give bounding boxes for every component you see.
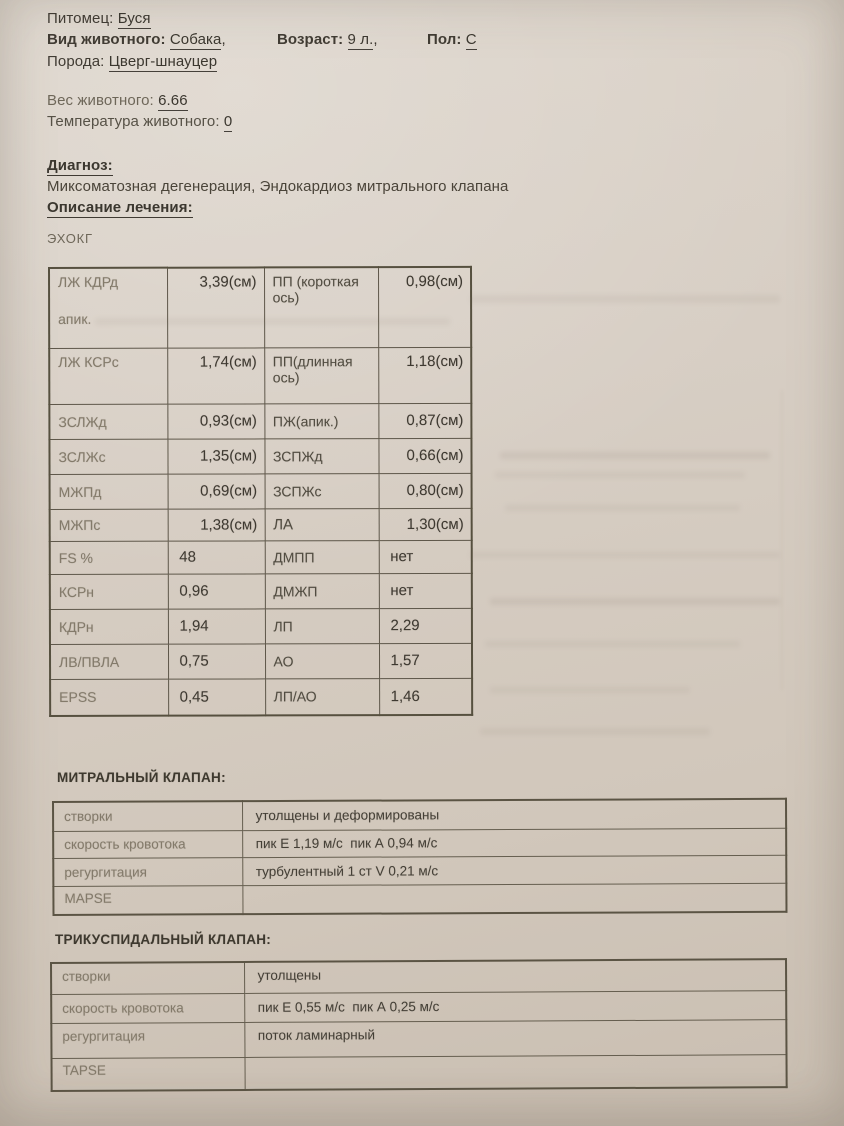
age-group	[277, 29, 378, 50]
value-cell: 1,38(см)	[168, 508, 265, 540]
echo-row	[50, 473, 472, 509]
param-cell: ДМЖП	[265, 573, 379, 608]
param-cell: FS %	[50, 541, 168, 574]
tricuspid-valve-table	[50, 958, 788, 1092]
valve-row	[53, 883, 786, 915]
patient-header	[47, 8, 747, 72]
diagnosis-block	[47, 155, 767, 218]
value-cell: 0,45	[168, 678, 265, 715]
echo-row	[50, 508, 472, 541]
tricuspid-valve-heading: ТРИКУСПИДАЛЬНЫЙ КЛАПАН:	[55, 932, 272, 947]
param-cell: МЖПд	[50, 474, 168, 509]
valve-param-cell: скорость кровотока	[51, 993, 244, 1023]
echo-title: ЭХОКГ	[47, 231, 93, 246]
echo-row	[49, 267, 471, 348]
value-cell: 3,39(см)	[167, 267, 264, 347]
valve-row	[51, 1019, 786, 1058]
value-cell: 1,35(см)	[167, 438, 264, 473]
param-cell: ЗСЛЖд	[49, 404, 167, 439]
species-age-sex-line	[47, 29, 747, 51]
sex-value: С	[465, 31, 477, 48]
valve-row	[53, 828, 786, 858]
sex-group	[427, 29, 477, 50]
value-cell: 0,87(см)	[378, 403, 471, 438]
valve-param-cell: регургитация	[51, 1022, 244, 1058]
bleed-through-artifact	[500, 452, 770, 459]
value-cell: 1,18(см)	[378, 347, 471, 403]
param-cell: EPSS	[50, 679, 168, 716]
value-cell: 1,74(см)	[167, 347, 264, 403]
species-group	[47, 29, 226, 50]
param-cell: МЖПс	[50, 509, 168, 541]
echo-row	[50, 678, 472, 716]
temperature-value: 0	[223, 113, 233, 130]
species-comma: ,	[221, 31, 226, 48]
bleed-through-artifact	[495, 472, 745, 478]
valve-param-cell: регургитация	[53, 857, 242, 886]
mitral-valve-table	[52, 798, 787, 916]
valve-row	[52, 1054, 787, 1091]
bleed-through-artifact	[480, 728, 710, 735]
valve-value-cell	[245, 1054, 787, 1090]
echo-row	[50, 573, 472, 609]
echo-row	[50, 643, 472, 679]
temperature-label: Температура животного:	[47, 113, 220, 130]
species-label: Вид животного:	[47, 31, 166, 48]
valve-value-cell	[242, 883, 786, 914]
age-value: 9 л.	[347, 31, 374, 48]
temperature-line	[47, 111, 232, 132]
age-comma: ,	[373, 31, 378, 48]
param-cell: ЛП	[265, 608, 379, 643]
param-cell: ПП (короткая ось)	[264, 267, 378, 347]
valve-param-cell: TAPSE	[52, 1057, 245, 1091]
species-value: Собака	[169, 31, 222, 48]
weight-label: Вес животного:	[47, 92, 154, 109]
weight-value: 6.66	[158, 92, 188, 109]
pet-label: Питомец:	[47, 10, 114, 27]
value-cell: 0,69(см)	[168, 473, 265, 508]
param-cell: КДРн	[50, 609, 168, 644]
param-cell: ЗСПЖд	[264, 438, 378, 473]
diagnosis-label: Диагноз:	[47, 157, 113, 174]
param-cell: ЛП/АО	[265, 678, 379, 715]
bleed-through-artifact	[781, 390, 783, 690]
breed-value: Цверг-шнауцер	[108, 53, 218, 70]
value-cell: 0,75	[168, 643, 265, 678]
value-cell: 0,93(см)	[167, 403, 264, 438]
echo-row	[50, 608, 472, 644]
valve-row	[53, 799, 786, 831]
echo-row	[49, 403, 471, 439]
value-cell: 1,30(см)	[379, 508, 472, 540]
value-cell: 0,98(см)	[378, 267, 471, 347]
param-cell: КСРн	[50, 574, 168, 609]
param-cell: ЛЖ КСРс	[49, 348, 167, 404]
param-cell: ЛА	[265, 508, 379, 540]
value-cell: нет	[379, 573, 472, 608]
valve-value-cell: пик Е 0,55 м/с пик А 0,25 м/с	[244, 990, 786, 1022]
param-cell: ЛВ/ПВЛА	[50, 644, 168, 679]
echo-row	[50, 540, 472, 574]
bleed-through-artifact	[490, 598, 780, 605]
echo-table	[48, 266, 473, 717]
param-cell: ПП(длинная ось)	[264, 347, 378, 403]
pet-line	[47, 8, 747, 29]
value-cell: нет	[379, 540, 472, 573]
bleed-through-artifact	[490, 687, 690, 693]
valve-param-cell: створки	[53, 801, 242, 831]
echo-row	[49, 438, 471, 474]
valve-param-cell: MAPSE	[53, 885, 242, 915]
valve-value-cell: пик Е 1,19 м/с пик А 0,94 м/с	[242, 828, 786, 857]
valve-row	[51, 990, 786, 1023]
valve-row	[53, 855, 786, 886]
value-cell: 1,46	[379, 678, 472, 715]
value-cell: 0,66(см)	[378, 438, 471, 473]
valve-param-cell: створки	[51, 962, 244, 994]
sex-label: Пол:	[427, 31, 462, 48]
bleed-through-artifact	[470, 295, 780, 303]
valve-value-cell: поток ламинарный	[244, 1019, 786, 1057]
weight-line	[47, 90, 232, 111]
age-label: Возраст:	[277, 31, 344, 48]
bleed-through-artifact	[470, 552, 780, 558]
value-cell: 0,96	[168, 573, 265, 608]
mitral-valve-heading: МИТРАЛЬНЫЙ КЛАПАН:	[57, 770, 226, 785]
bleed-through-artifact	[95, 318, 450, 325]
bleed-through-artifact	[485, 641, 740, 647]
value-cell: 1,57	[379, 643, 472, 678]
valve-value-cell: турбулентный 1 ст V 0,21 м/с	[242, 855, 786, 885]
valve-value-cell: утолщены и деформированы	[242, 799, 786, 830]
value-cell: 0,80(см)	[379, 473, 472, 508]
param-cell: ЛЖ КДРд апик.	[49, 268, 167, 348]
bleed-through-artifact	[505, 505, 740, 511]
param-cell: ПЖ(апик.)	[264, 403, 378, 438]
echo-row	[49, 347, 471, 404]
valve-value-cell: утолщены	[244, 959, 786, 993]
value-cell: 48	[168, 540, 265, 573]
vitals-block	[47, 90, 232, 132]
param-cell: ЗСПЖс	[265, 473, 379, 508]
param-cell: ДМПП	[265, 540, 379, 573]
treatment-label: Описание лечения:	[47, 199, 193, 216]
valve-row	[51, 959, 786, 994]
breed-label: Порода:	[47, 53, 105, 70]
value-cell: 1,94	[168, 608, 265, 643]
valve-param-cell: скорость кровотока	[53, 830, 242, 858]
param-cell: ЗСЛЖс	[49, 439, 167, 474]
breed-line	[47, 51, 747, 72]
diagnosis-text: Миксоматозная дегенерация, Эндокардиоз митрального клапана	[47, 178, 509, 195]
value-cell: 2,29	[379, 608, 472, 643]
param-note: апик.	[58, 310, 92, 327]
pet-value: Буся	[117, 10, 151, 27]
param-cell: АО	[265, 643, 379, 678]
